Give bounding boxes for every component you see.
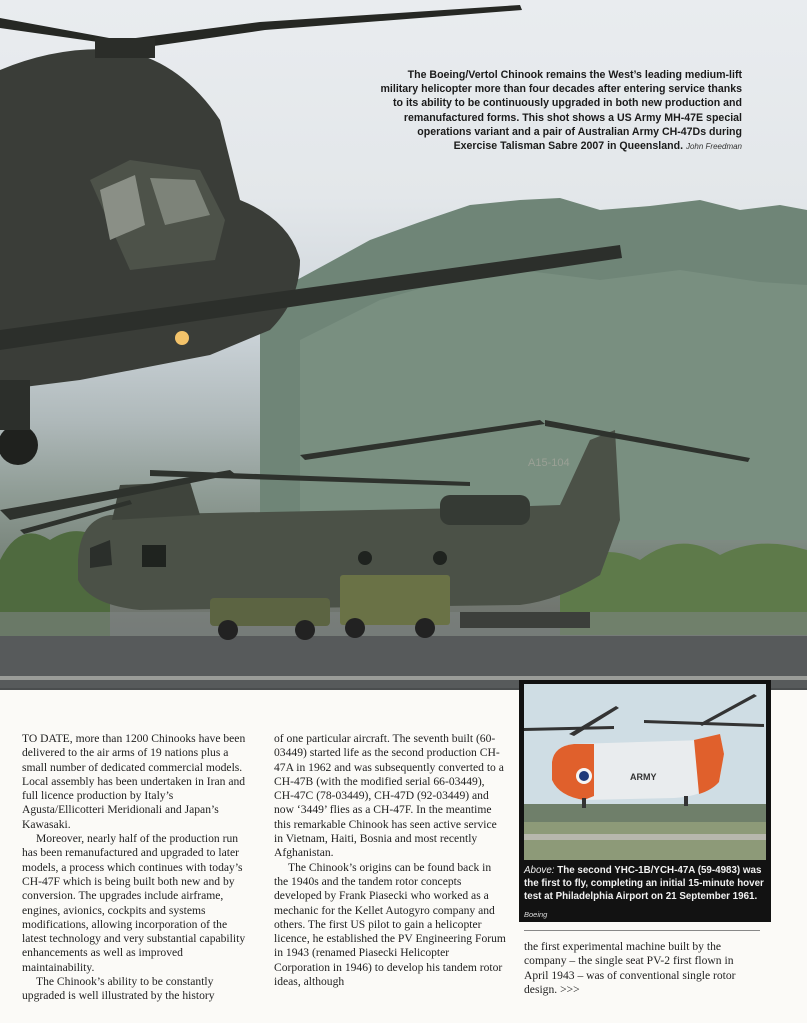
hero-photo-credit: John Freedman [685,142,742,152]
inset-photo-box [519,680,771,922]
inset-caption [524,864,768,903]
paragraph: The Chinook’s origins can be found back in the 1940s and the tandem rotor concepts developed by Frank Piasecki who worked as a mechanic for the Kellet Autogyro company and others. The first US pilot to gain a helicopter licence, he established the PV Engineering Forum in 1943 (renamed Piasecki Helicopter Corporation in 1946) to develop his tandem rotor ideas, although [274,860,506,989]
inset-fuselage-text: ARMY [630,772,657,782]
inset-photo-credit: Boeing [524,910,548,919]
paragraph: The Chinook’s ability to be constantly upgraded is well illustrated by the history [22,975,215,1003]
article-column-1 [22,732,254,1004]
hero-caption [372,68,742,154]
tail-number: A15-104 [528,457,570,469]
paragraph: Moreover, nearly half of the production run has been remanufactured and upgraded to later models, a process which continues with today’s CH-47F which is being built both new and by conversion. The upgrades include airframe, engines, avionics, cockpits and systems modifications, allowing incorporation of the latest technology and very substantial capability enhancements as well as improved maintainability. [22,832,246,974]
column-divider [524,930,760,931]
inset-photo [524,684,766,860]
paragraph: TO DATE, more than 1200 Chinooks have been delivered to the air arms of 19 nations plus a small number of dedicated commercial models. Local assembly has been undertaken in Iran and full licence production by Italy’s Agusta/Ellicotteri Meridionali and Japan’s Kawasaki. [22,732,246,831]
paragraph: the first experimental machine built by the company – the single seat PV-2 first flown in April 1943 – was of conventional single rotor design. >>> [524,940,736,996]
paragraph: of one particular aircraft. The seventh built (60-03449) started life as the second production CH-47A in 1962 and was subsequently converted to a CH-47B (with the modified serial 66-03449), CH-47C (78-03449), CH-47D (92-03449) and now ‘3449’ flies as a CH-47F. In the meantime this remarkable Chinook has seen active service in Vietnam, Haiti, Bosnia and most recently Afghanistan. [274,732,504,860]
article-column-2 [274,732,506,989]
inset-caption-text: The second YHC-1B/YCH-47A (59-4983) was the first to fly, completing an initial 15-minute hover test at Philadelphia Airport on 21 September 1961. [524,865,764,902]
hero-caption-text: The Boeing/Vertol Chinook remains the West’s leading medium-lift military helicopter more than four decades after entering service thanks to its ability to be continuously upgraded in both new production and remanufactured forms. This shot shows a US Army MH-47E special operations variant and a pair of Australian Army CH-47Ds during Exercise Talisman Sabre 2007 in Queensland. [380,69,742,153]
inset-caption-label: Above: [524,865,555,876]
article-column-3 [524,940,760,997]
